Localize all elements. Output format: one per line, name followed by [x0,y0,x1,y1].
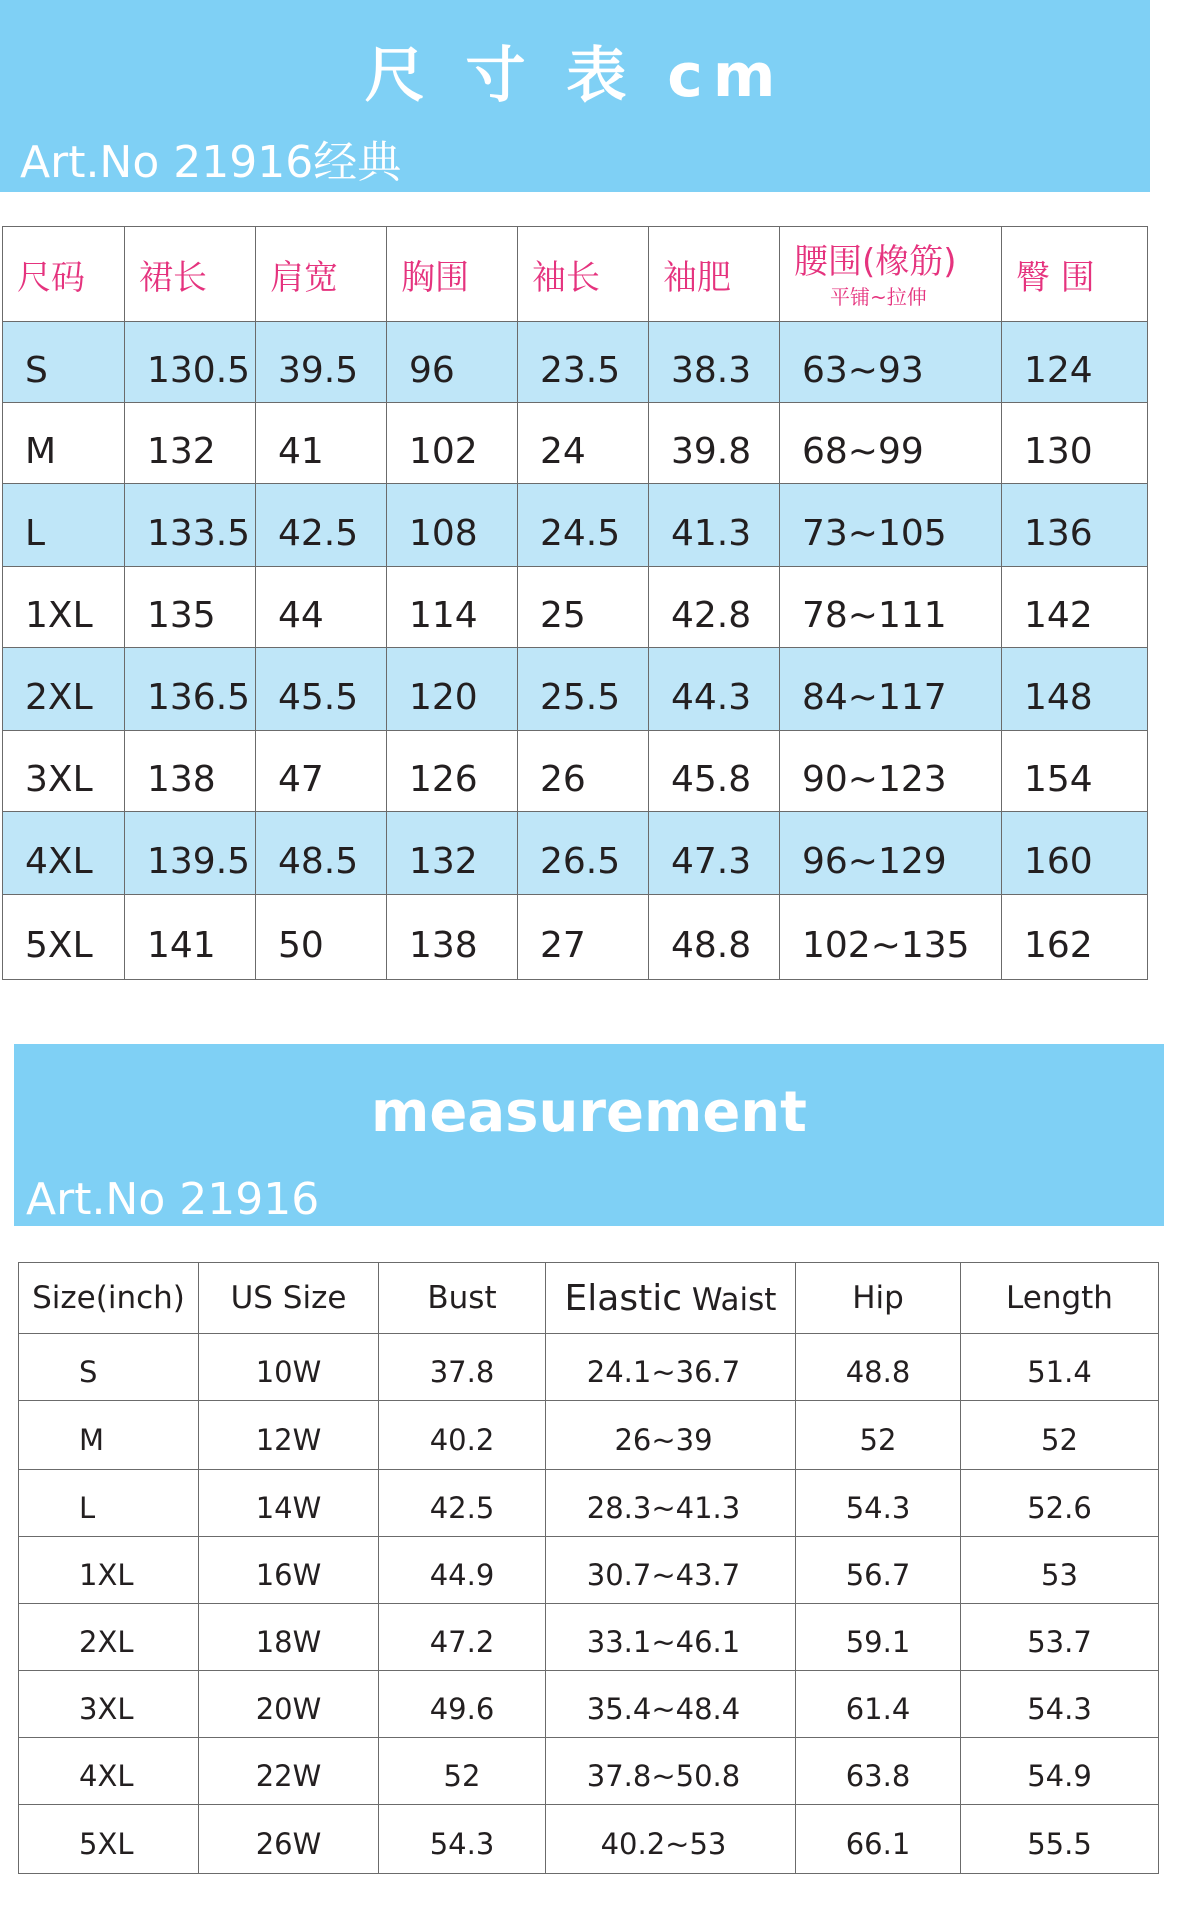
en-cell-size: M [19,1401,199,1470]
en-cell-size: 1XL [19,1537,199,1604]
en-table-row [19,1671,1159,1738]
cn-cell-length: 139.5 [125,812,256,895]
cn-cell-shoulder: 48.5 [256,812,387,895]
cn-cell-bust: 138 [387,895,518,980]
en-cell-length: 52.6 [961,1470,1159,1537]
cn-cell-hip: 160 [1002,812,1148,895]
en-cell-size: 2XL [19,1604,199,1671]
cn-header-waist-label: 腰围(橡筋) [794,242,957,282]
cn-cell-waist: 78~111 [780,567,1002,648]
cn-cell-waist: 96~129 [780,812,1002,895]
en-cell-hip: 56.7 [796,1537,961,1604]
cn-cell-bust: 132 [387,812,518,895]
cn-cell-size: L [3,484,125,567]
en-cell-size: S [19,1334,199,1401]
en-header-waist: Waist [691,1281,777,1318]
en-cell-length: 51.4 [961,1334,1159,1401]
en-cell-us-size: 22W [199,1738,379,1805]
cn-cell-sleeve-length: 26.5 [518,812,649,895]
en-cell-us-size: 12W [199,1401,379,1470]
en-header-elastic: Elastic [564,1277,683,1319]
en-cell-hip: 63.8 [796,1738,961,1805]
cn-cell-sleeve-length: 23.5 [518,322,649,403]
cn-cell-hip: 130 [1002,403,1148,484]
en-cell-hip: 59.1 [796,1604,961,1671]
cn-cell-shoulder: 41 [256,403,387,484]
cn-header-bust: 胸围 [387,227,518,322]
en-header-bust: Bust [379,1263,546,1334]
en-cell-bust: 40.2 [379,1401,546,1470]
en-cell-waist: 24.1~36.7 [546,1334,796,1401]
cn-header-sleeve-length: 袖长 [518,227,649,322]
en-table-row [19,1604,1159,1671]
en-cell-length: 53 [961,1537,1159,1604]
cn-table-row [3,648,1148,731]
en-cell-hip: 48.8 [796,1334,961,1401]
en-header-us-size: US Size [199,1263,379,1334]
en-table-row [19,1470,1159,1537]
cn-cell-size: M [3,403,125,484]
en-cell-us-size: 16W [199,1537,379,1604]
cn-cell-shoulder: 42.5 [256,484,387,567]
en-cell-us-size: 10W [199,1334,379,1401]
cn-cell-shoulder: 45.5 [256,648,387,731]
cn-cell-size: 3XL [3,731,125,812]
cn-cell-hip: 162 [1002,895,1148,980]
cn-header-shoulder: 肩宽 [256,227,387,322]
cn-cell-waist: 102~135 [780,895,1002,980]
cn-cell-length: 135 [125,567,256,648]
en-measurement-banner [14,1044,1164,1226]
cn-size-chart-banner [0,0,1150,192]
en-cell-bust: 54.3 [379,1805,546,1874]
cn-cell-sleeve-width: 39.8 [649,403,780,484]
cn-cell-sleeve-width: 38.3 [649,322,780,403]
en-header-size: Size(inch) [19,1263,199,1334]
cn-header-waist [780,227,1002,322]
cn-cell-length: 130.5 [125,322,256,403]
cn-cell-sleeve-width: 48.8 [649,895,780,980]
cn-table-row [3,895,1148,980]
en-measurement-table [18,1262,1159,1874]
cn-header-size: 尺码 [3,227,125,322]
cn-cell-shoulder: 39.5 [256,322,387,403]
cn-cell-shoulder: 44 [256,567,387,648]
cn-cell-shoulder: 50 [256,895,387,980]
en-header-row [19,1263,1159,1334]
en-cell-size: L [19,1470,199,1537]
cn-header-row [3,227,1148,322]
cn-cell-sleeve-width: 47.3 [649,812,780,895]
cn-cell-size: S [3,322,125,403]
cn-cell-bust: 120 [387,648,518,731]
en-cell-hip: 66.1 [796,1805,961,1874]
cn-cell-sleeve-length: 25.5 [518,648,649,731]
en-header-length: Length [961,1263,1159,1334]
cn-table-row [3,322,1148,403]
cn-cell-bust: 102 [387,403,518,484]
en-cell-size: 4XL [19,1738,199,1805]
cn-cell-size: 4XL [3,812,125,895]
cn-cell-sleeve-width: 45.8 [649,731,780,812]
cn-cell-length: 136.5 [125,648,256,731]
cn-cell-length: 141 [125,895,256,980]
en-cell-waist: 35.4~48.4 [546,1671,796,1738]
cn-table-row [3,484,1148,567]
en-cell-waist: 37.8~50.8 [546,1738,796,1805]
cn-cell-sleeve-length: 24 [518,403,649,484]
en-cell-us-size: 14W [199,1470,379,1537]
en-cell-waist: 40.2~53 [546,1805,796,1874]
en-cell-waist: 30.7~43.7 [546,1537,796,1604]
en-cell-length: 54.3 [961,1671,1159,1738]
cn-cell-sleeve-length: 25 [518,567,649,648]
cn-cell-sleeve-width: 44.3 [649,648,780,731]
cn-cell-waist: 63~93 [780,322,1002,403]
cn-cell-hip: 148 [1002,648,1148,731]
en-cell-length: 52 [961,1401,1159,1470]
en-cell-bust: 47.2 [379,1604,546,1671]
cn-cell-length: 138 [125,731,256,812]
cn-cell-size: 5XL [3,895,125,980]
cn-cell-size: 1XL [3,567,125,648]
en-cell-hip: 52 [796,1401,961,1470]
en-cell-length: 55.5 [961,1805,1159,1874]
cn-header-length: 裙长 [125,227,256,322]
cn-cell-size: 2XL [3,648,125,731]
cn-cell-waist: 68~99 [780,403,1002,484]
cn-art-number: Art.No 21916经典 [20,137,402,188]
en-cell-size: 5XL [19,1805,199,1874]
cn-cell-hip: 136 [1002,484,1148,567]
en-cell-waist: 26~39 [546,1401,796,1470]
cn-header-sleeve-width: 袖肥 [649,227,780,322]
en-table-row [19,1334,1159,1401]
en-cell-size: 3XL [19,1671,199,1738]
en-cell-bust: 52 [379,1738,546,1805]
en-cell-us-size: 26W [199,1805,379,1874]
cn-cell-sleeve-length: 27 [518,895,649,980]
en-banner-title: measurement [371,1080,807,1145]
en-table-row [19,1805,1159,1874]
cn-cell-bust: 108 [387,484,518,567]
en-header-hip: Hip [796,1263,961,1334]
en-cell-hip: 54.3 [796,1470,961,1537]
en-cell-waist: 28.3~41.3 [546,1470,796,1537]
cn-table-row [3,403,1148,484]
cn-cell-length: 132 [125,403,256,484]
cn-cell-length: 133.5 [125,484,256,567]
en-cell-us-size: 18W [199,1604,379,1671]
en-cell-us-size: 20W [199,1671,379,1738]
cn-table-row [3,567,1148,648]
cn-cell-bust: 126 [387,731,518,812]
en-cell-waist: 33.1~46.1 [546,1604,796,1671]
cn-table-row [3,812,1148,895]
cn-table-row [3,731,1148,812]
en-table-row [19,1537,1159,1604]
en-cell-length: 54.9 [961,1738,1159,1805]
cn-cell-waist: 90~123 [780,731,1002,812]
en-cell-bust: 49.6 [379,1671,546,1738]
cn-size-table [2,226,1148,980]
cn-cell-shoulder: 47 [256,731,387,812]
en-cell-bust: 44.9 [379,1537,546,1604]
cn-header-waist-sub: 平铺~拉伸 [830,285,927,309]
cn-header-hip: 臀 围 [1002,227,1148,322]
cn-cell-hip: 154 [1002,731,1148,812]
en-cell-bust: 37.8 [379,1334,546,1401]
en-art-number: Art.No 21916 [26,1174,320,1225]
cn-cell-waist: 84~117 [780,648,1002,731]
cn-banner-title: 尺 寸 表 cm [364,41,786,111]
en-cell-hip: 61.4 [796,1671,961,1738]
en-table-row [19,1401,1159,1470]
cn-cell-bust: 114 [387,567,518,648]
cn-cell-sleeve-width: 42.8 [649,567,780,648]
en-header-elastic-waist [546,1263,796,1334]
cn-cell-sleeve-length: 24.5 [518,484,649,567]
en-cell-bust: 42.5 [379,1470,546,1537]
en-table-row [19,1738,1159,1805]
cn-cell-sleeve-width: 41.3 [649,484,780,567]
cn-cell-bust: 96 [387,322,518,403]
cn-cell-hip: 124 [1002,322,1148,403]
cn-cell-sleeve-length: 26 [518,731,649,812]
cn-cell-hip: 142 [1002,567,1148,648]
en-cell-length: 53.7 [961,1604,1159,1671]
cn-cell-waist: 73~105 [780,484,1002,567]
